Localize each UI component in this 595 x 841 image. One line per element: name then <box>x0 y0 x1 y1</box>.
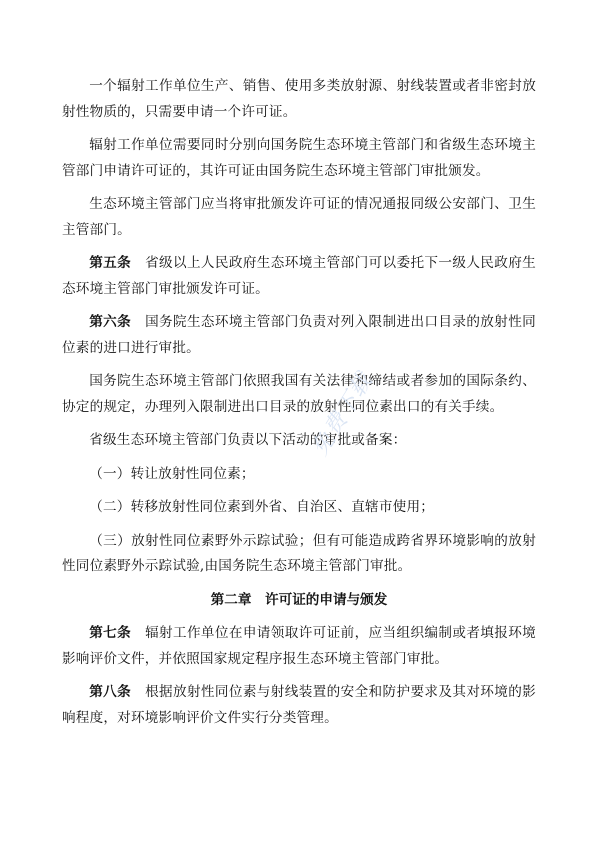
article-label: 第八条 <box>89 684 132 700</box>
chapter-heading: 第二章 许可证的申请与颁发 <box>210 591 388 608</box>
paragraph: 国务院生态环境主管部门依照我国有关法律和缔结或者参加的国际条约、协定的规定，办理列入限制进出口目录的放射性同位素出口的有关手续。 <box>62 373 536 415</box>
list-item: （三）放射性同位素野外示踪试验；但有可能造成跨省界环境影响的放射性同位素野外示踪试验,由国务院生态环境主管部门审批。 <box>62 532 536 574</box>
watermark: 免费下载 <box>307 368 378 461</box>
article-5 <box>62 251 536 302</box>
document-body <box>62 74 536 739</box>
article-label: 第六条 <box>89 314 132 330</box>
article-text: 国务院生态环境主管部门负责对列入限制进出口目录的放射性同位素的进口进行审批。 <box>62 314 536 356</box>
article-label: 第五条 <box>89 255 132 271</box>
article-text: 省级以上人民政府生态环境主管部门可以委托下一级人民政府生态环境主管部门审批颁发许可证。 <box>62 255 536 297</box>
article-6 <box>62 310 536 361</box>
article-text: 辐射工作单位在申请领取许可证前，应当组织编制或者填报环境影响评价文件，并依照国家规定程序报生态环境主管部门审批。 <box>62 625 536 667</box>
article-7 <box>62 621 536 672</box>
list-item: （二）转移放射性同位素到外省、自治区、直辖市使用； <box>89 499 435 515</box>
paragraph: 一个辐射工作单位生产、销售、使用多类放射源、射线装置或者非密封放射性物质的，只需要申请一个许可证。 <box>62 78 536 120</box>
paragraph: 辐射工作单位需要同时分别向国务院生态环境主管部门和省级生态环境主管部门申请许可证的，其许可证由国务院生态环境主管部门审批颁发。 <box>62 137 536 179</box>
article-label: 第七条 <box>89 625 132 641</box>
paragraph: 省级生态环境主管部门负责以下活动的审批或备案： <box>89 432 407 448</box>
article-text: 根据放射性同位素与射线装置的安全和防护要求及其对环境的影响程度，对环境影响评价文件实行分类管理。 <box>62 684 536 726</box>
paragraph: 生态环境主管部门应当将审批颁发许可证的情况通报同级公安部门、卫生主管部门。 <box>62 196 536 238</box>
list-item: （一）转让放射性同位素； <box>89 465 255 482</box>
article-8 <box>62 680 536 731</box>
